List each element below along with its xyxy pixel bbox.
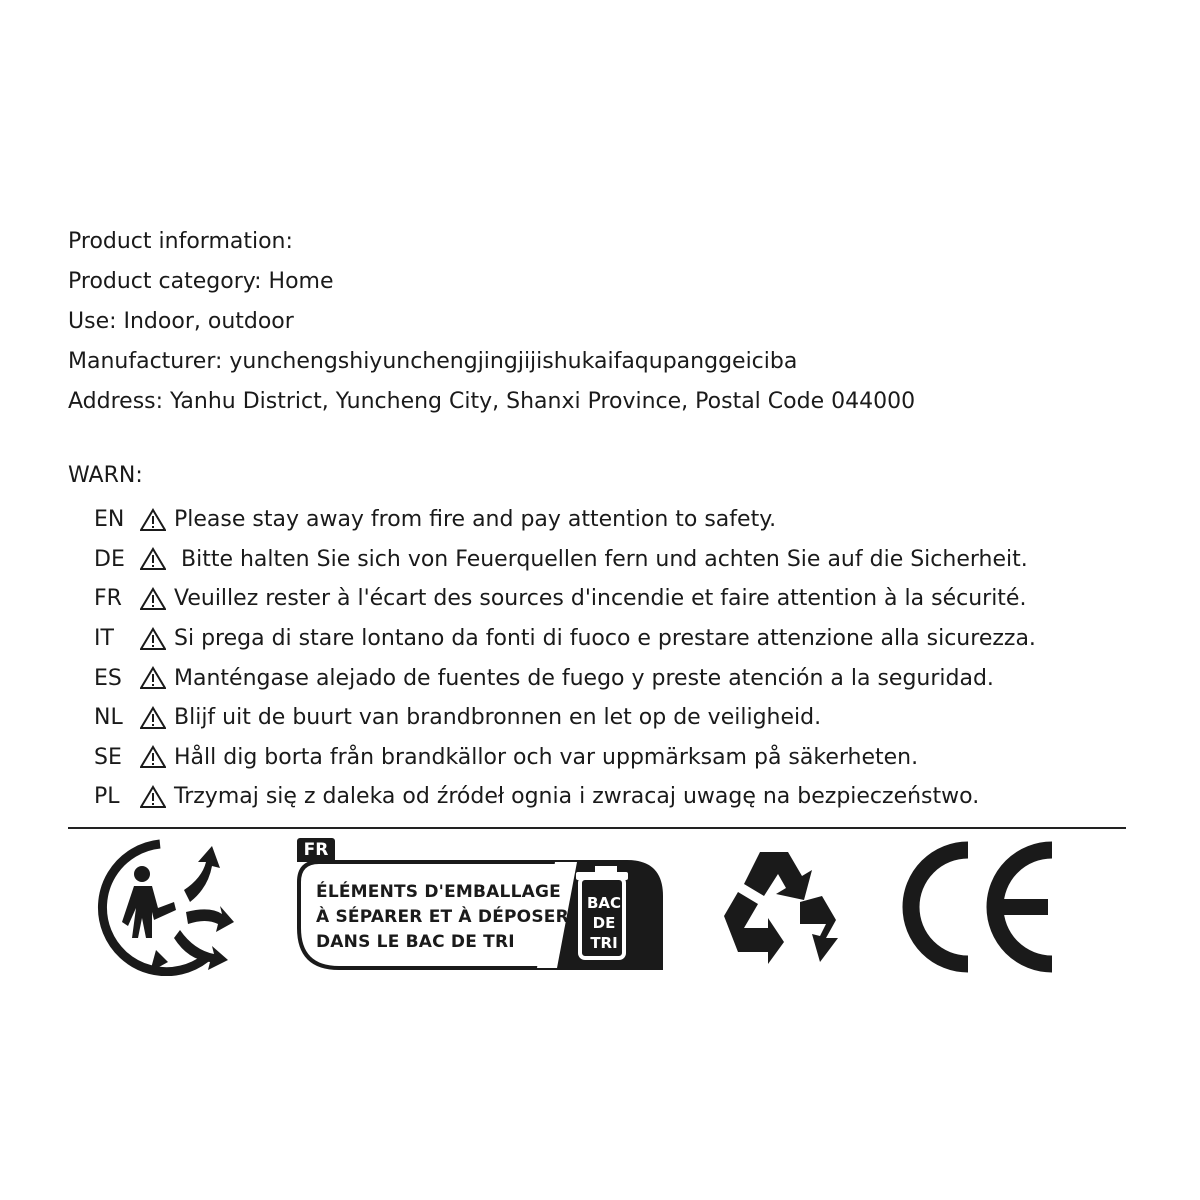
- warning-triangle-icon: [140, 706, 166, 730]
- warning-triangle-icon: [140, 627, 166, 651]
- warning-text: Bitte halten Sie sich von Feuerquellen fern und achten Sie auf die Sicherheit.: [174, 546, 1028, 572]
- warning-language-code: DE: [94, 546, 125, 572]
- warning-text: Håll dig borta från brandkällor och var uppmärksam på säkerheten.: [174, 744, 919, 770]
- warning-triangle-icon: [140, 587, 166, 611]
- packaging-text-line: DANS LE BAC DE TRI: [316, 932, 515, 952]
- warning-item-en: [94, 500, 1036, 540]
- packaging-text-line: À SÉPARER ET À DÉPOSER: [316, 907, 569, 927]
- warning-item-fr: [94, 579, 1036, 619]
- product-category: Product category: Home: [68, 269, 334, 294]
- warning-language-code: EN: [94, 507, 125, 533]
- fr-badge: FR: [297, 838, 335, 862]
- warning-language-code: IT: [94, 626, 114, 652]
- bin-text-line: TRI: [590, 934, 618, 952]
- warning-text: Si prega di stare lontano da fonti di fuoco e prestare attenzione alla sicurezza.: [174, 626, 1036, 652]
- packaging-text-line: ÉLÉMENTS D'EMBALLAGE: [316, 882, 561, 902]
- warning-item-pl: [94, 777, 1036, 817]
- warning-triangle-icon: [140, 745, 166, 769]
- ce-mark-icon: [900, 840, 1056, 974]
- warning-triangle-icon: [140, 547, 166, 571]
- product-use: Use: Indoor, outdoor: [68, 309, 294, 334]
- product-manufacturer: Manufacturer: yunchengshiyunchengjingjijishukaifaqupanggeiciba: [68, 349, 798, 374]
- bin-text-line: DE: [592, 914, 616, 932]
- warning-text: Please stay away from fire and pay attention to safety.: [174, 507, 777, 533]
- triman-icon: [94, 838, 236, 976]
- packaging-text: [316, 880, 569, 955]
- product-info-heading: Product information:: [68, 229, 293, 254]
- warning-item-de: [94, 540, 1036, 580]
- warning-triangle-icon: [140, 666, 166, 690]
- warning-item-it: [94, 619, 1036, 659]
- sorting-bin-icon: [586, 893, 622, 953]
- warning-item-se: [94, 738, 1036, 778]
- product-address: Address: Yanhu District, Yuncheng City, Shanxi Province, Postal Code 044000: [68, 389, 916, 414]
- warning-language-code: SE: [94, 744, 122, 770]
- warn-title: WARN:: [68, 463, 143, 488]
- warning-language-code: NL: [94, 705, 123, 731]
- warning-text: Trzymaj się z daleka od źródeł ognia i zwracaj uwagę na bezpieczeństwo.: [174, 784, 980, 810]
- recycle-icon: [716, 838, 856, 974]
- warning-language-code: FR: [94, 586, 122, 612]
- warning-triangle-icon: [140, 785, 166, 809]
- warning-language-code: ES: [94, 665, 122, 691]
- product-info: [68, 222, 915, 422]
- bin-text-line: BAC: [586, 894, 622, 912]
- warning-text: Blijf uit de buurt van brandbronnen en let op de veiligheid.: [174, 705, 822, 731]
- divider: [68, 827, 1126, 829]
- warning-list: [94, 500, 1036, 817]
- warning-triangle-icon: [140, 508, 166, 532]
- warning-text: Veuillez rester à l'écart des sources d'incendie et faire attention à la sécurité.: [174, 586, 1027, 612]
- warning-text: Manténgase alejado de fuentes de fuego y preste atención a la seguridad.: [174, 665, 994, 691]
- warning-item-es: [94, 658, 1036, 698]
- warning-language-code: PL: [94, 784, 120, 810]
- warning-item-nl: [94, 698, 1036, 738]
